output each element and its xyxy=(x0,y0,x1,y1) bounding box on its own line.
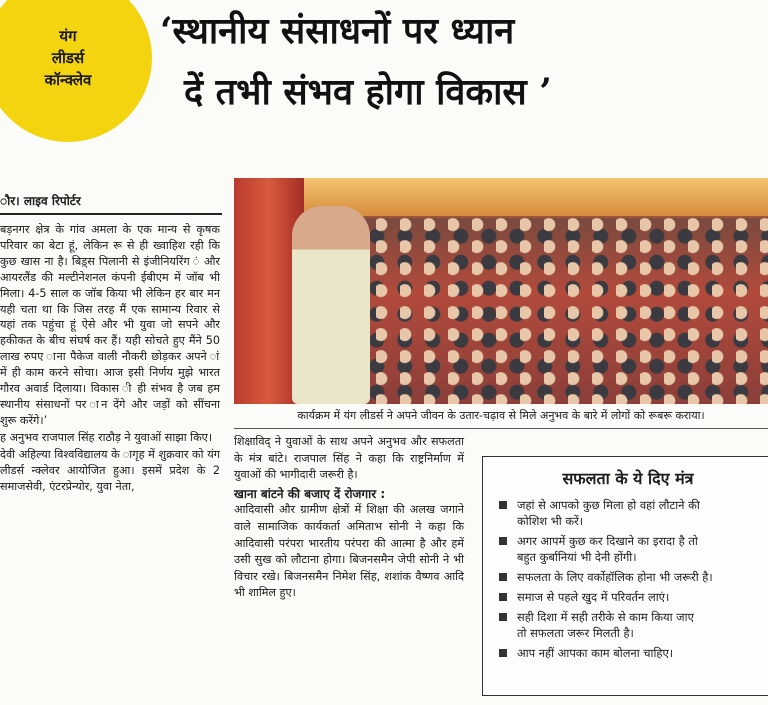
photo-audience xyxy=(304,218,768,404)
headline-line-1: ‘स्थानीय संसाधनों पर ध्यान xyxy=(160,10,515,52)
success-tips-box xyxy=(482,456,768,696)
badge-line-3: कॉन्क्लेव xyxy=(44,71,92,89)
square-bullet-icon xyxy=(499,649,507,657)
event-photo xyxy=(234,178,768,404)
success-tip-item: सफलता के लिए वर्कोहॉलिक होना भी जरूरी है। xyxy=(497,569,759,585)
success-tip-item: सही दिशा में सही तरीके से काम किया जाए तो सफलता जरूर मिलती है। xyxy=(497,609,759,641)
headline xyxy=(160,2,768,124)
article-subheading: खाना बांटने की बजाए दें रोजगार : xyxy=(234,486,386,501)
success-tips-list xyxy=(497,497,759,661)
article-paragraph: शिक्षाविद् ने युवाओं के साथ अपने अनुभव और सफलता के मंत्र बांटे। राजपाल सिंह ने कहा कि राष्ट्रनिर्माण में युवाओं की भागीदारी जरूरी है। xyxy=(234,435,464,482)
square-bullet-icon xyxy=(499,573,507,581)
photo-caption: कार्यक्रम में यंग लीडर्स ने अपने जीवन के उतार-चढ़ाव से मिले अनुभव के बारे में लोगों को रूबरू कराया। xyxy=(234,406,768,429)
article-paragraph: आदिवासी और ग्रामीण क्षेत्रों में शिक्षा की अलख जगाने वाले सामाजिक कार्यकर्ता अमिताभ सोनी ने कहा कि आदिवासी परंपरा भारतीय परंपरा की आत्मा है और हमें उसी सुख को लौटाना होगा। बिजनसमैन जेपी सोनी ने भी विचार रखे। बिजनसमैन निमेश सिंह, शशांक वैष्णव आदि भी शामिल हुए। xyxy=(234,503,464,600)
middle-article-column xyxy=(234,434,464,602)
success-tip-item: समाज से पहले खुद में परिवर्तन लाएं। xyxy=(497,589,759,605)
article-paragraph: बड़नगर क्षेत्र के गांव अमला के एक मान्य से कृषक परिवार का बेटा हूं, लेकिन रू से ही ख्वाहिश रही कि कुछ खास ना है। बिड़्स पिलानी से इंजीनियरिंग ं और आयरलैंड की मल्टीनेशनल कंपनी ईबीएम में जॉब भी मिला। 4-5 साल क जॉब किया भी लेकिन हर बार मन यही चता था कि जिस तरह मैं एक सामान्य रिवार से यहां तक पहुंचा हूं ऐसे और भी युवा जो सपने और हकीकत के बीच संघर्ष कर हैं। यही सोचते हुए मैंने 50 लाख रुपए ाना पैकेज वाली नौकरी छोड़कर अपने ां में ही काम करने सोचा। आज इसी निर्णय मुझे भारत गौरव अवार्ड दिलाया। विकास ी ही संभव है जब हम स्थानीय संसाधनों पर ान देंगे और जड़ों को सींचना शुरू करेंगे।’ xyxy=(0,223,220,427)
headline-line-2: दें तभी संभव होगा विकास ’ xyxy=(184,71,552,113)
square-bullet-icon xyxy=(499,593,507,601)
success-box-title: सफलता के ये दिए मंत्र xyxy=(562,469,694,488)
success-tip-item: जहां से आपको कुछ मिला हो वहां लौटाने की कोशिश भी करें। xyxy=(497,497,759,529)
badge-line-1: यंग xyxy=(59,27,77,45)
event-badge xyxy=(0,0,152,142)
square-bullet-icon xyxy=(499,613,507,621)
article-paragraph: ह अनुभव राजपाल सिंह राठौड़ ने युवाओं साझा किए। xyxy=(0,430,213,444)
badge-line-2: लीडर्स xyxy=(51,49,85,67)
square-bullet-icon xyxy=(499,501,507,509)
left-article-column xyxy=(0,222,220,495)
byline: ौर। लाइव रिपोर्टर xyxy=(0,192,222,215)
success-tip-item: आप नहीं आपका काम बोलना चाहिए। xyxy=(497,645,759,661)
article-paragraph: देवी अहिल्या विश्वविद्यालय के ागृह में शुक्रवार को यंग लीडर्स न्क्लेवर आयोजित हुआ। इसमें प्रदेश के 2 समाजसेवी, एंटरप्रेन्योर, युवा नेता, xyxy=(0,447,220,493)
photo-speaker xyxy=(292,206,370,404)
square-bullet-icon xyxy=(499,537,507,545)
success-tip-item: अगर आपमें कुछ कर दिखाने का इरादा है तो बहुत कुर्बानियां भी देनी होंगी। xyxy=(497,533,759,565)
